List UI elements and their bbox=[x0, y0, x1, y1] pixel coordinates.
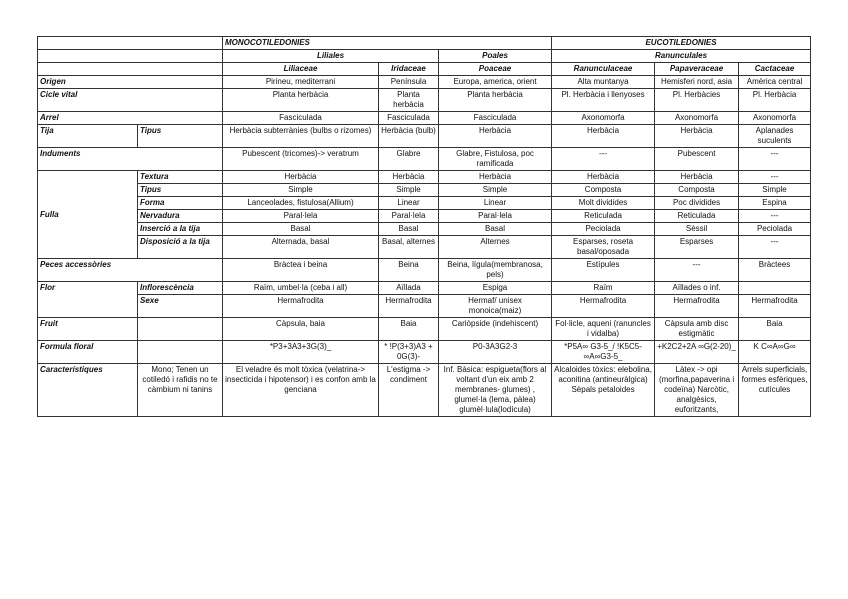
row-arrel bbox=[38, 112, 811, 125]
row-sublabel: Disposició a la tija bbox=[138, 236, 223, 259]
cell: Herbàcia bbox=[655, 125, 739, 148]
cell: Planta herbàcia bbox=[223, 89, 379, 112]
cell: Molt dividides bbox=[552, 197, 655, 210]
cell: Glabre bbox=[379, 148, 439, 171]
cell: Herbàcia subterrànies (bulbs o rizomes) bbox=[223, 125, 379, 148]
cell: --- bbox=[739, 236, 811, 259]
cell: Esparses, roseta basal/oposada bbox=[552, 236, 655, 259]
family-ranunculaceae: Ranunculaceae bbox=[552, 63, 655, 76]
header-blank bbox=[38, 63, 223, 76]
cell: Paral·lela bbox=[439, 210, 552, 223]
cell: Herbàcia (bulb) bbox=[379, 125, 439, 148]
row-label: Característiques bbox=[38, 364, 138, 417]
family-poaceae: Poaceae bbox=[439, 63, 552, 76]
cell: Lanceolades, fistulosa(Allium) bbox=[223, 197, 379, 210]
cell: Linear bbox=[439, 197, 552, 210]
cell: --- bbox=[552, 148, 655, 171]
cell: Planta herbàcia bbox=[379, 89, 439, 112]
header-row-families bbox=[38, 63, 811, 76]
row-fulla-nervadura bbox=[38, 210, 811, 223]
row-sublabel: Tipus bbox=[138, 125, 223, 148]
row-flor-inflorescencia bbox=[38, 282, 811, 295]
header-blank bbox=[38, 50, 223, 63]
row-sublabel: Inflorescència bbox=[138, 282, 223, 295]
row-sublabel bbox=[138, 341, 223, 364]
cell: Làtex -> opi (morfina,papaverina i codeïna) Narcòtic, analgèsics, euforitzants, bbox=[655, 364, 739, 417]
cell: Europa, america, orient bbox=[439, 76, 552, 89]
cell: Inf. Bàsica: espigueta(flors al voltant d'un eix amb 2 membranes- glumes) , glumel·la (lema, pàlea) glumèl·lula(lodícula) bbox=[439, 364, 552, 417]
row-sublabel: Tipus bbox=[138, 184, 223, 197]
cell: Pl. Herbàcies bbox=[655, 89, 739, 112]
row-label: Fruit bbox=[38, 318, 138, 341]
cell: Pl. Herbàcia bbox=[739, 89, 811, 112]
family-papaveraceae: Papaveraceae bbox=[655, 63, 739, 76]
row-fulla-textura bbox=[38, 171, 811, 184]
cell: Aïllades o inf. bbox=[655, 282, 739, 295]
family-cactaceae: Cactaceae bbox=[739, 63, 811, 76]
cell: Península bbox=[379, 76, 439, 89]
cell: Arrels superficials, formes esfèriques, cutícules bbox=[739, 364, 811, 417]
row-formula-floral bbox=[38, 341, 811, 364]
cell: Fasciculada bbox=[223, 112, 379, 125]
cell: Estípules bbox=[552, 259, 655, 282]
row-cicle-vital bbox=[38, 89, 811, 112]
cell: Herbàcia bbox=[439, 125, 552, 148]
row-fulla-tipus bbox=[38, 184, 811, 197]
row-induments bbox=[38, 148, 811, 171]
header-row-orders bbox=[38, 50, 811, 63]
cell: Raïm bbox=[552, 282, 655, 295]
cell: * !P(3+3)A3 + 0G(3)- bbox=[379, 341, 439, 364]
row-label: Fulla bbox=[38, 171, 138, 259]
row-flor-sexe bbox=[38, 295, 811, 318]
cell: --- bbox=[739, 148, 811, 171]
order-liliales: Liliales bbox=[223, 50, 439, 63]
cell: Hermafrodita bbox=[655, 295, 739, 318]
cell: Paral·lela bbox=[223, 210, 379, 223]
botany-comparison-table bbox=[37, 36, 811, 417]
cell: Reticulada bbox=[552, 210, 655, 223]
row-sublabel: Inserció a la tija bbox=[138, 223, 223, 236]
cell: Basal bbox=[223, 223, 379, 236]
cell: Pubescent (tricomes)-> veratrum bbox=[223, 148, 379, 171]
row-sublabel: Textura bbox=[138, 171, 223, 184]
cell: Esparses bbox=[655, 236, 739, 259]
cell: Bràctea i beina bbox=[223, 259, 379, 282]
cell: Aplanades suculents bbox=[739, 125, 811, 148]
cell: --- bbox=[739, 171, 811, 184]
cell: Sèssil bbox=[655, 223, 739, 236]
cell: Càpsula, baia bbox=[223, 318, 379, 341]
order-ranunculales: Ranunculales bbox=[552, 50, 811, 63]
group-eucotiledonies: EUCOTILEDONIES bbox=[552, 37, 811, 50]
cell: Herbàcia bbox=[552, 171, 655, 184]
row-label: Peces accessòries bbox=[38, 259, 223, 282]
cell: Composta bbox=[655, 184, 739, 197]
row-fulla-forma bbox=[38, 197, 811, 210]
cell: Axonomorfa bbox=[655, 112, 739, 125]
cell: Fasciculada bbox=[379, 112, 439, 125]
family-iridaceae: Iridaceae bbox=[379, 63, 439, 76]
cell: Reticulada bbox=[655, 210, 739, 223]
cell: Alternada, basal bbox=[223, 236, 379, 259]
cell: P0-3A3G2-3 bbox=[439, 341, 552, 364]
cell: Pirineu, mediterrani bbox=[223, 76, 379, 89]
cell: --- bbox=[739, 210, 811, 223]
cell: Fol·licle, aqueni (ranuncles i vidalba) bbox=[552, 318, 655, 341]
cell: Basal bbox=[379, 223, 439, 236]
cell: Baia bbox=[739, 318, 811, 341]
cell: Hemisferi nord, asia bbox=[655, 76, 739, 89]
cell: Paral·lela bbox=[379, 210, 439, 223]
cell: Basal, alternes bbox=[379, 236, 439, 259]
row-label: Induments bbox=[38, 148, 223, 171]
cell: Raïm, umbel·la (ceba i all) bbox=[223, 282, 379, 295]
cell: El veladre és molt tòxica (velatrina-> insecticida i hipotensor) i es confon amb la genciana bbox=[223, 364, 379, 417]
cell: --- bbox=[655, 259, 739, 282]
group-monocotiledonies: MONOCOTILEDONIES bbox=[223, 37, 552, 50]
cell: Cariòpside (indehiscent) bbox=[439, 318, 552, 341]
header-blank bbox=[38, 37, 223, 50]
cell: Herbàcia bbox=[379, 171, 439, 184]
row-sublabel: Forma bbox=[138, 197, 223, 210]
cell: Axonomorfa bbox=[739, 112, 811, 125]
cell: Linear bbox=[379, 197, 439, 210]
row-fruit bbox=[38, 318, 811, 341]
cell: Herbàcia bbox=[439, 171, 552, 184]
row-label: Origen bbox=[38, 76, 223, 89]
cell: Hermafrodita bbox=[223, 295, 379, 318]
row-sublabel: Mono; Tenen un cotiledó i rafidis no te càmbium ni tanins bbox=[138, 364, 223, 417]
cell: *P5A∞ G3-5_/ !K5C5-∞A∞G3-5_ bbox=[552, 341, 655, 364]
cell: Composta bbox=[552, 184, 655, 197]
cell: Poc dividides bbox=[655, 197, 739, 210]
order-poales: Poales bbox=[439, 50, 552, 63]
cell: Simple bbox=[739, 184, 811, 197]
cell: Espina bbox=[739, 197, 811, 210]
cell: Axonomorfa bbox=[552, 112, 655, 125]
cell: Peciolada bbox=[739, 223, 811, 236]
row-label: Tija bbox=[38, 125, 138, 148]
row-peces-accessories bbox=[38, 259, 811, 282]
row-sublabel: Sexe bbox=[138, 295, 223, 318]
cell: Alternes bbox=[439, 236, 552, 259]
cell: L'estigma -> condiment bbox=[379, 364, 439, 417]
cell: Beina bbox=[379, 259, 439, 282]
header-row-groups bbox=[38, 37, 811, 50]
cell: *P3+3A3+3G(3)_ bbox=[223, 341, 379, 364]
row-sublabel: Nervadura bbox=[138, 210, 223, 223]
cell: Càpsula amb disc estigmàtic bbox=[655, 318, 739, 341]
row-label: Cicle vital bbox=[38, 89, 223, 112]
row-tija bbox=[38, 125, 811, 148]
cell: +K2C2+2A ∞G(2-20)_ bbox=[655, 341, 739, 364]
row-label: Flor bbox=[38, 282, 138, 318]
cell: Planta herbàcia bbox=[439, 89, 552, 112]
cell: Alta muntanya bbox=[552, 76, 655, 89]
row-fulla-insercio bbox=[38, 223, 811, 236]
cell: Basal bbox=[439, 223, 552, 236]
cell: Alcaloides tòxics: elebolina, aconitina (antineuràlgica) Sèpals petaloides bbox=[552, 364, 655, 417]
cell bbox=[739, 282, 811, 295]
cell: Beina, lígula(membranosa, pels) bbox=[439, 259, 552, 282]
cell: Simple bbox=[439, 184, 552, 197]
cell: Hermafrodita bbox=[552, 295, 655, 318]
cell: Fasciculada bbox=[439, 112, 552, 125]
cell: Peciolada bbox=[552, 223, 655, 236]
row-fulla-disposicio bbox=[38, 236, 811, 259]
row-sublabel bbox=[138, 318, 223, 341]
cell: Herbàcia bbox=[552, 125, 655, 148]
cell: Simple bbox=[223, 184, 379, 197]
cell: Hermafrodita bbox=[739, 295, 811, 318]
cell: Pl. Herbàcia i llenyoses bbox=[552, 89, 655, 112]
cell: Glabre, Fistulosa, poc ramificada bbox=[439, 148, 552, 171]
row-origen bbox=[38, 76, 811, 89]
cell: Espiga bbox=[439, 282, 552, 295]
cell: Simple bbox=[379, 184, 439, 197]
row-caracteristiques bbox=[38, 364, 811, 417]
cell: Hermaf/ unisex monoica(maiz) bbox=[439, 295, 552, 318]
family-liliaceae: Liliaceae bbox=[223, 63, 379, 76]
row-label: Arrel bbox=[38, 112, 223, 125]
cell: K C∞A∞G∞ bbox=[739, 341, 811, 364]
cell: Aïllada bbox=[379, 282, 439, 295]
row-label: Formula floral bbox=[38, 341, 138, 364]
cell: Pubescent bbox=[655, 148, 739, 171]
cell: Baia bbox=[379, 318, 439, 341]
cell: Bràctees bbox=[739, 259, 811, 282]
cell: Herbàcia bbox=[655, 171, 739, 184]
cell: Hermafrodita bbox=[379, 295, 439, 318]
cell: Herbàcia bbox=[223, 171, 379, 184]
cell: Amèrica central bbox=[739, 76, 811, 89]
